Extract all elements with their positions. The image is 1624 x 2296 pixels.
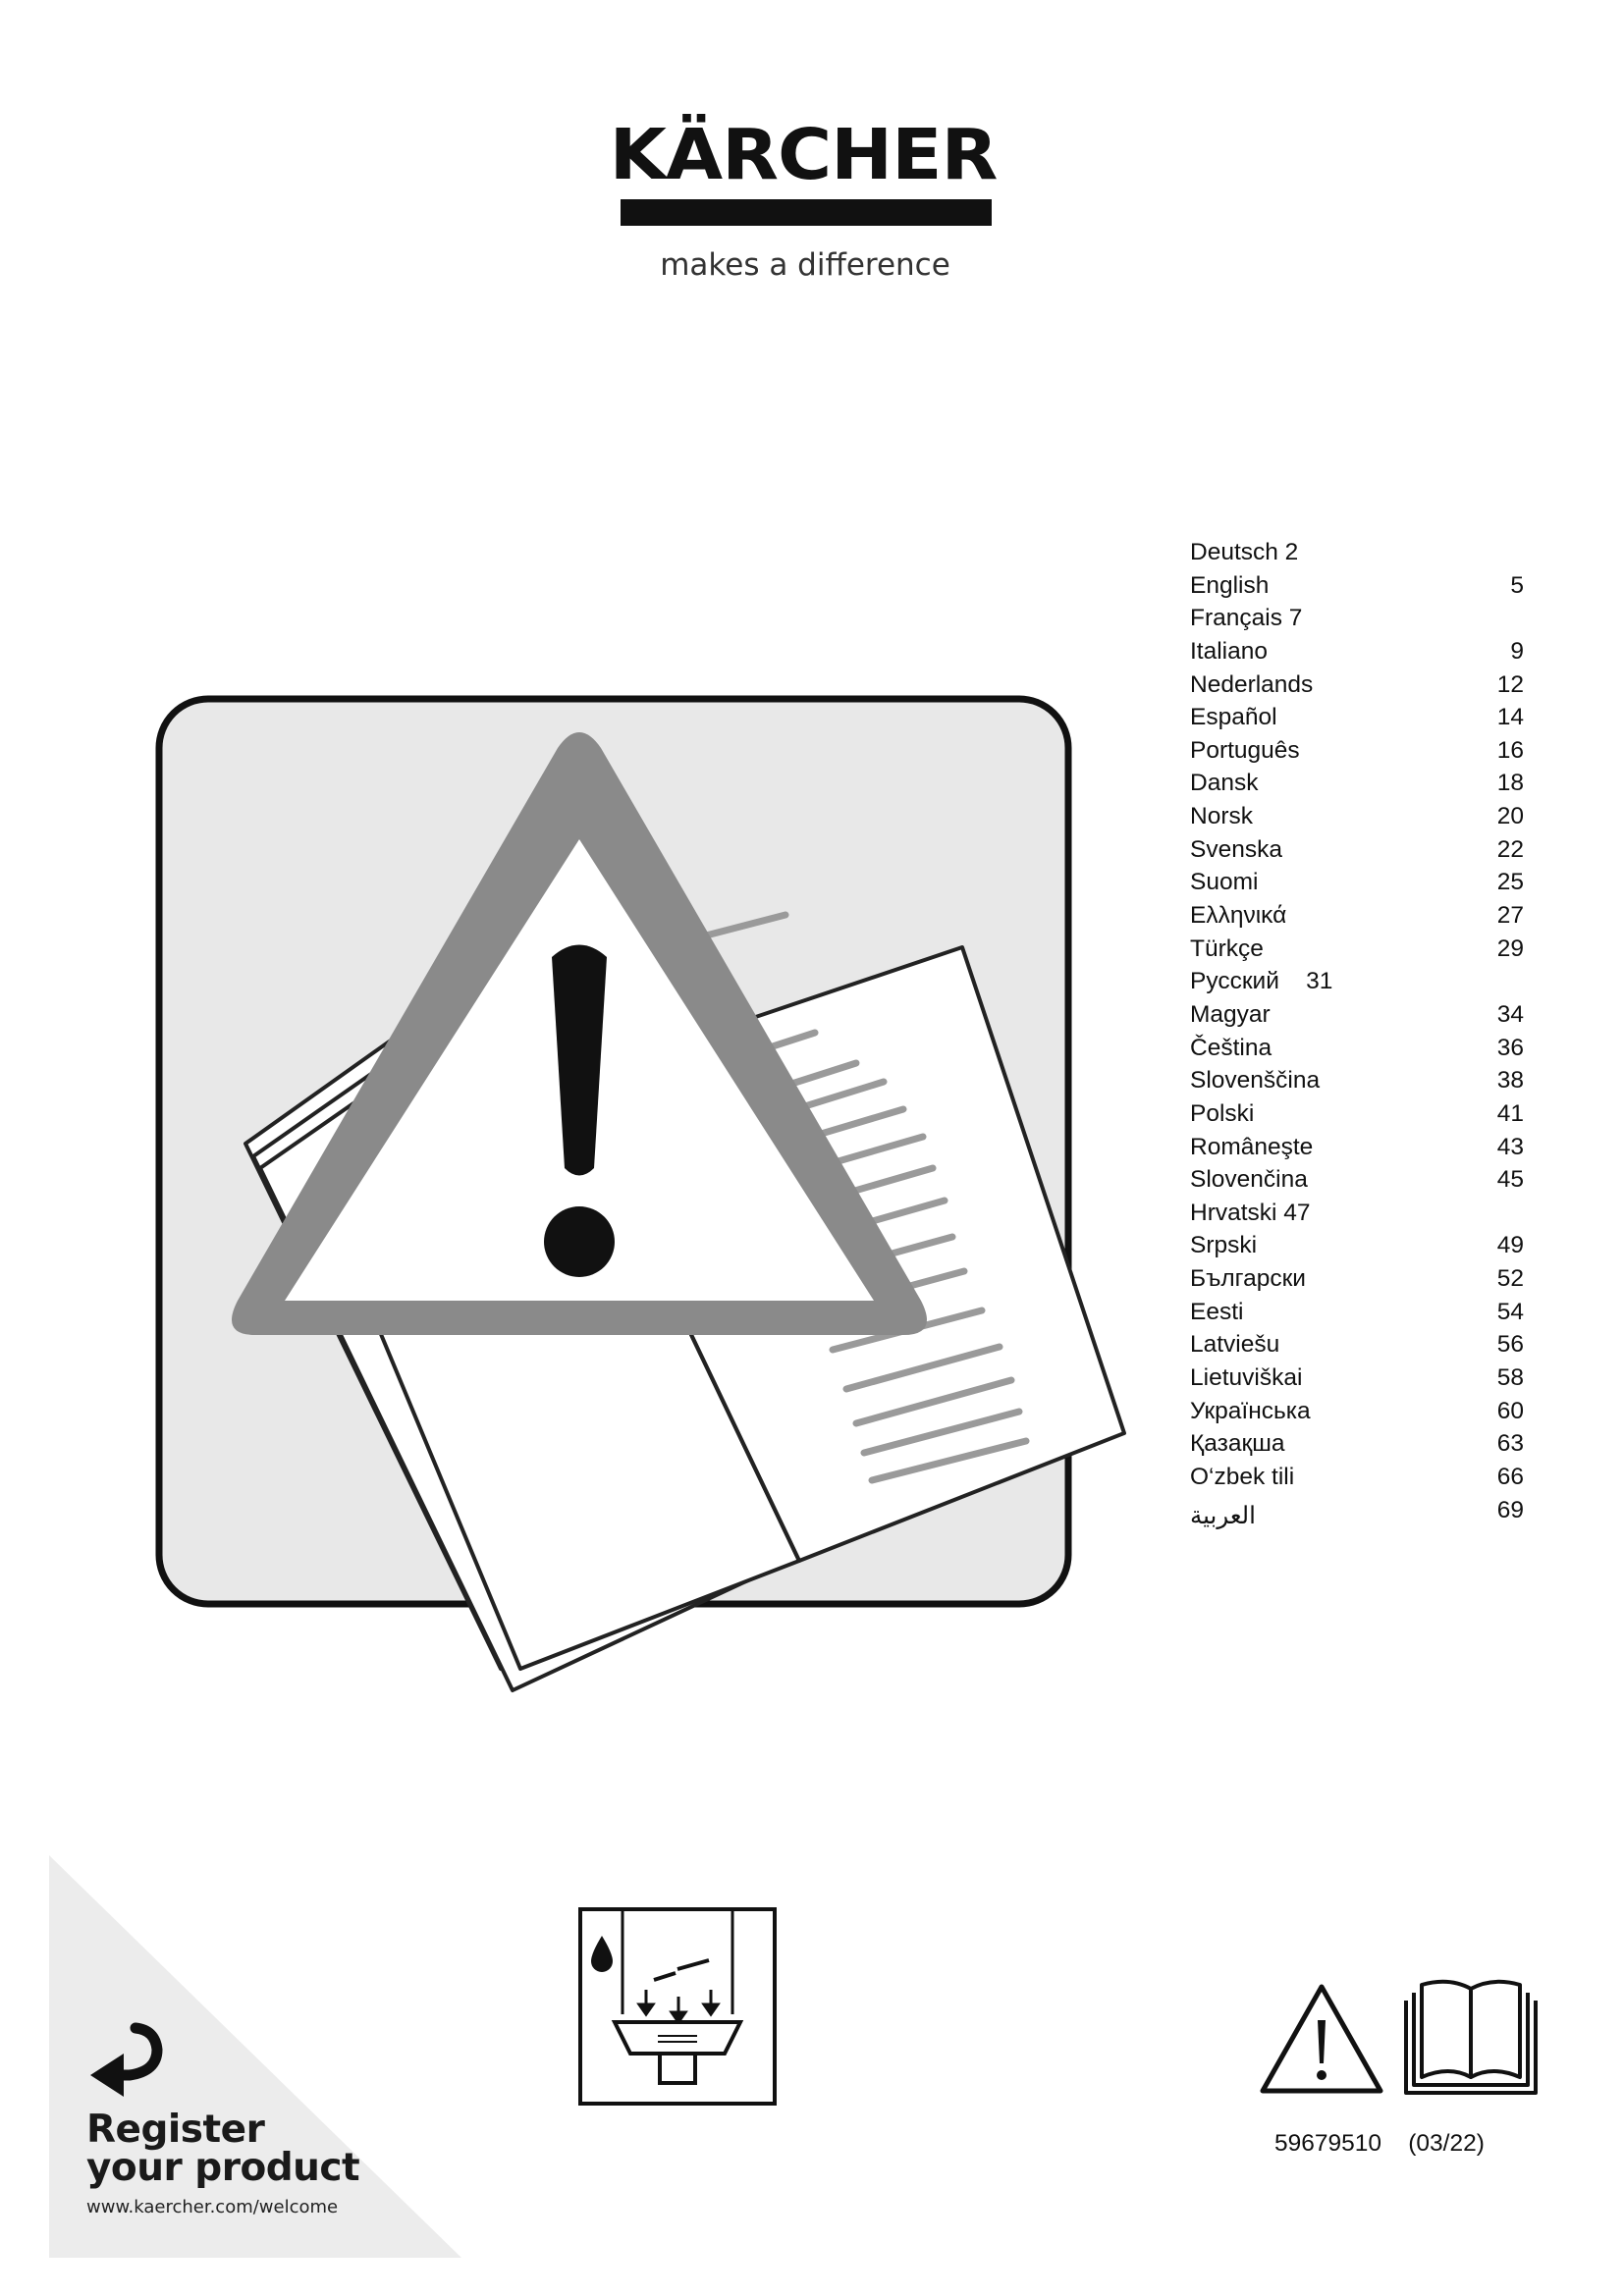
language-page: 58 — [1496, 1364, 1524, 1392]
language-name: Русский 31 — [1190, 968, 1333, 995]
language-name: Português — [1190, 736, 1300, 764]
language-name: Dansk — [1190, 770, 1259, 797]
language-row[interactable] — [1190, 1395, 1543, 1428]
register-title[interactable] — [86, 2108, 440, 2190]
language-page: 69 — [1496, 1496, 1524, 1523]
language-row[interactable] — [1190, 1097, 1543, 1131]
language-row[interactable] — [1190, 1163, 1543, 1197]
brand-logo-bar — [621, 199, 992, 226]
language-name: Қазақша — [1190, 1430, 1285, 1458]
language-row[interactable] — [1190, 1427, 1543, 1461]
language-page: 66 — [1496, 1463, 1524, 1490]
language-name: Hrvatski 47 — [1190, 1199, 1311, 1226]
language-row[interactable] — [1190, 933, 1543, 966]
manual-book-icon — [1402, 1975, 1540, 2099]
language-name: Slovenščina — [1190, 1067, 1321, 1095]
language-name: Français 7 — [1190, 605, 1303, 632]
language-page: 41 — [1496, 1099, 1524, 1127]
language-page: 52 — [1496, 1265, 1524, 1293]
language-page: 20 — [1496, 803, 1524, 830]
language-name: Українська — [1190, 1397, 1311, 1424]
language-row[interactable] — [1190, 569, 1543, 603]
language-name: English — [1190, 571, 1270, 599]
language-row[interactable] — [1190, 1328, 1543, 1362]
language-row[interactable] — [1190, 734, 1543, 768]
language-name: Norsk — [1190, 803, 1253, 830]
language-page: 45 — [1496, 1166, 1524, 1194]
language-page: 18 — [1496, 770, 1524, 797]
language-page: 22 — [1496, 835, 1524, 863]
language-page: 29 — [1496, 934, 1524, 962]
language-name: Magyar — [1190, 1000, 1271, 1028]
language-row[interactable] — [1190, 602, 1543, 635]
language-page: 63 — [1496, 1430, 1524, 1458]
language-page: 38 — [1496, 1067, 1524, 1095]
language-name: Italiano — [1190, 637, 1269, 665]
language-page: 5 — [1510, 571, 1524, 599]
language-row[interactable] — [1190, 1494, 1543, 1527]
language-row[interactable] — [1190, 1262, 1543, 1296]
language-name: Svenska — [1190, 835, 1282, 863]
language-name: Türkçe — [1190, 934, 1264, 962]
language-name: Български — [1190, 1265, 1306, 1293]
language-row[interactable] — [1190, 833, 1543, 867]
language-name: Deutsch 2 — [1190, 539, 1299, 565]
language-index — [1190, 536, 1543, 1529]
document-number: 59679510 (03/22) — [1274, 2130, 1485, 2157]
register-url-link[interactable]: www.kaercher.com/welcome — [86, 2197, 339, 2217]
language-name: Suomi — [1190, 869, 1259, 896]
filter-maintenance-icon — [577, 1906, 778, 2107]
language-name: Latviešu — [1190, 1331, 1280, 1359]
language-row[interactable] — [1190, 536, 1543, 569]
language-name: Čeština — [1190, 1034, 1272, 1061]
return-arrow-icon[interactable] — [86, 2020, 165, 2099]
language-page: 43 — [1496, 1133, 1524, 1160]
language-row[interactable] — [1190, 899, 1543, 933]
language-page: 25 — [1496, 869, 1524, 896]
register-title-line2: your product — [86, 2146, 360, 2190]
language-page: 54 — [1496, 1298, 1524, 1325]
language-row[interactable] — [1190, 1032, 1543, 1065]
language-row[interactable] — [1190, 1131, 1543, 1164]
language-page: 16 — [1496, 736, 1524, 764]
brand-tagline: makes a difference — [660, 247, 950, 283]
language-name: Slovenčina — [1190, 1166, 1308, 1194]
register-title-line1: Register — [86, 2108, 265, 2152]
language-name: العربية — [1190, 1502, 1256, 1529]
language-page: 60 — [1496, 1397, 1524, 1424]
language-row[interactable] — [1190, 668, 1543, 702]
language-page: 9 — [1510, 637, 1524, 665]
language-page: 56 — [1496, 1331, 1524, 1359]
warning-manual-icon — [147, 687, 1149, 1698]
language-page: 14 — [1496, 704, 1524, 731]
language-row[interactable] — [1190, 635, 1543, 668]
language-page: 12 — [1496, 670, 1524, 698]
language-row[interactable] — [1190, 800, 1543, 833]
brand-logo-wordmark: KÄRCHER — [609, 114, 998, 195]
language-row[interactable] — [1190, 1461, 1543, 1494]
language-row[interactable] — [1190, 998, 1543, 1032]
language-page: 36 — [1496, 1034, 1524, 1061]
language-name: Srpski — [1190, 1232, 1258, 1259]
language-row[interactable] — [1190, 767, 1543, 800]
language-row[interactable] — [1190, 965, 1543, 998]
language-row[interactable] — [1190, 866, 1543, 899]
language-row[interactable] — [1190, 1362, 1543, 1395]
language-row[interactable] — [1190, 701, 1543, 734]
language-name: Nederlands — [1190, 670, 1314, 698]
language-name: Español — [1190, 704, 1277, 731]
language-row[interactable] — [1190, 1064, 1543, 1097]
language-name: Polski — [1190, 1099, 1255, 1127]
language-name: O‘zbek tili — [1190, 1463, 1295, 1490]
warning-triangle-icon — [1257, 1981, 1386, 2097]
language-name: Ελληνικά — [1190, 902, 1287, 930]
language-name: Româneşte — [1190, 1133, 1314, 1160]
language-name: Eesti — [1190, 1298, 1244, 1325]
language-row[interactable] — [1190, 1197, 1543, 1230]
language-page: 27 — [1496, 902, 1524, 930]
language-row[interactable] — [1190, 1296, 1543, 1329]
language-name: Lietuviškai — [1190, 1364, 1303, 1392]
language-page: 49 — [1496, 1232, 1524, 1259]
language-page: 34 — [1496, 1000, 1524, 1028]
language-row[interactable] — [1190, 1229, 1543, 1262]
